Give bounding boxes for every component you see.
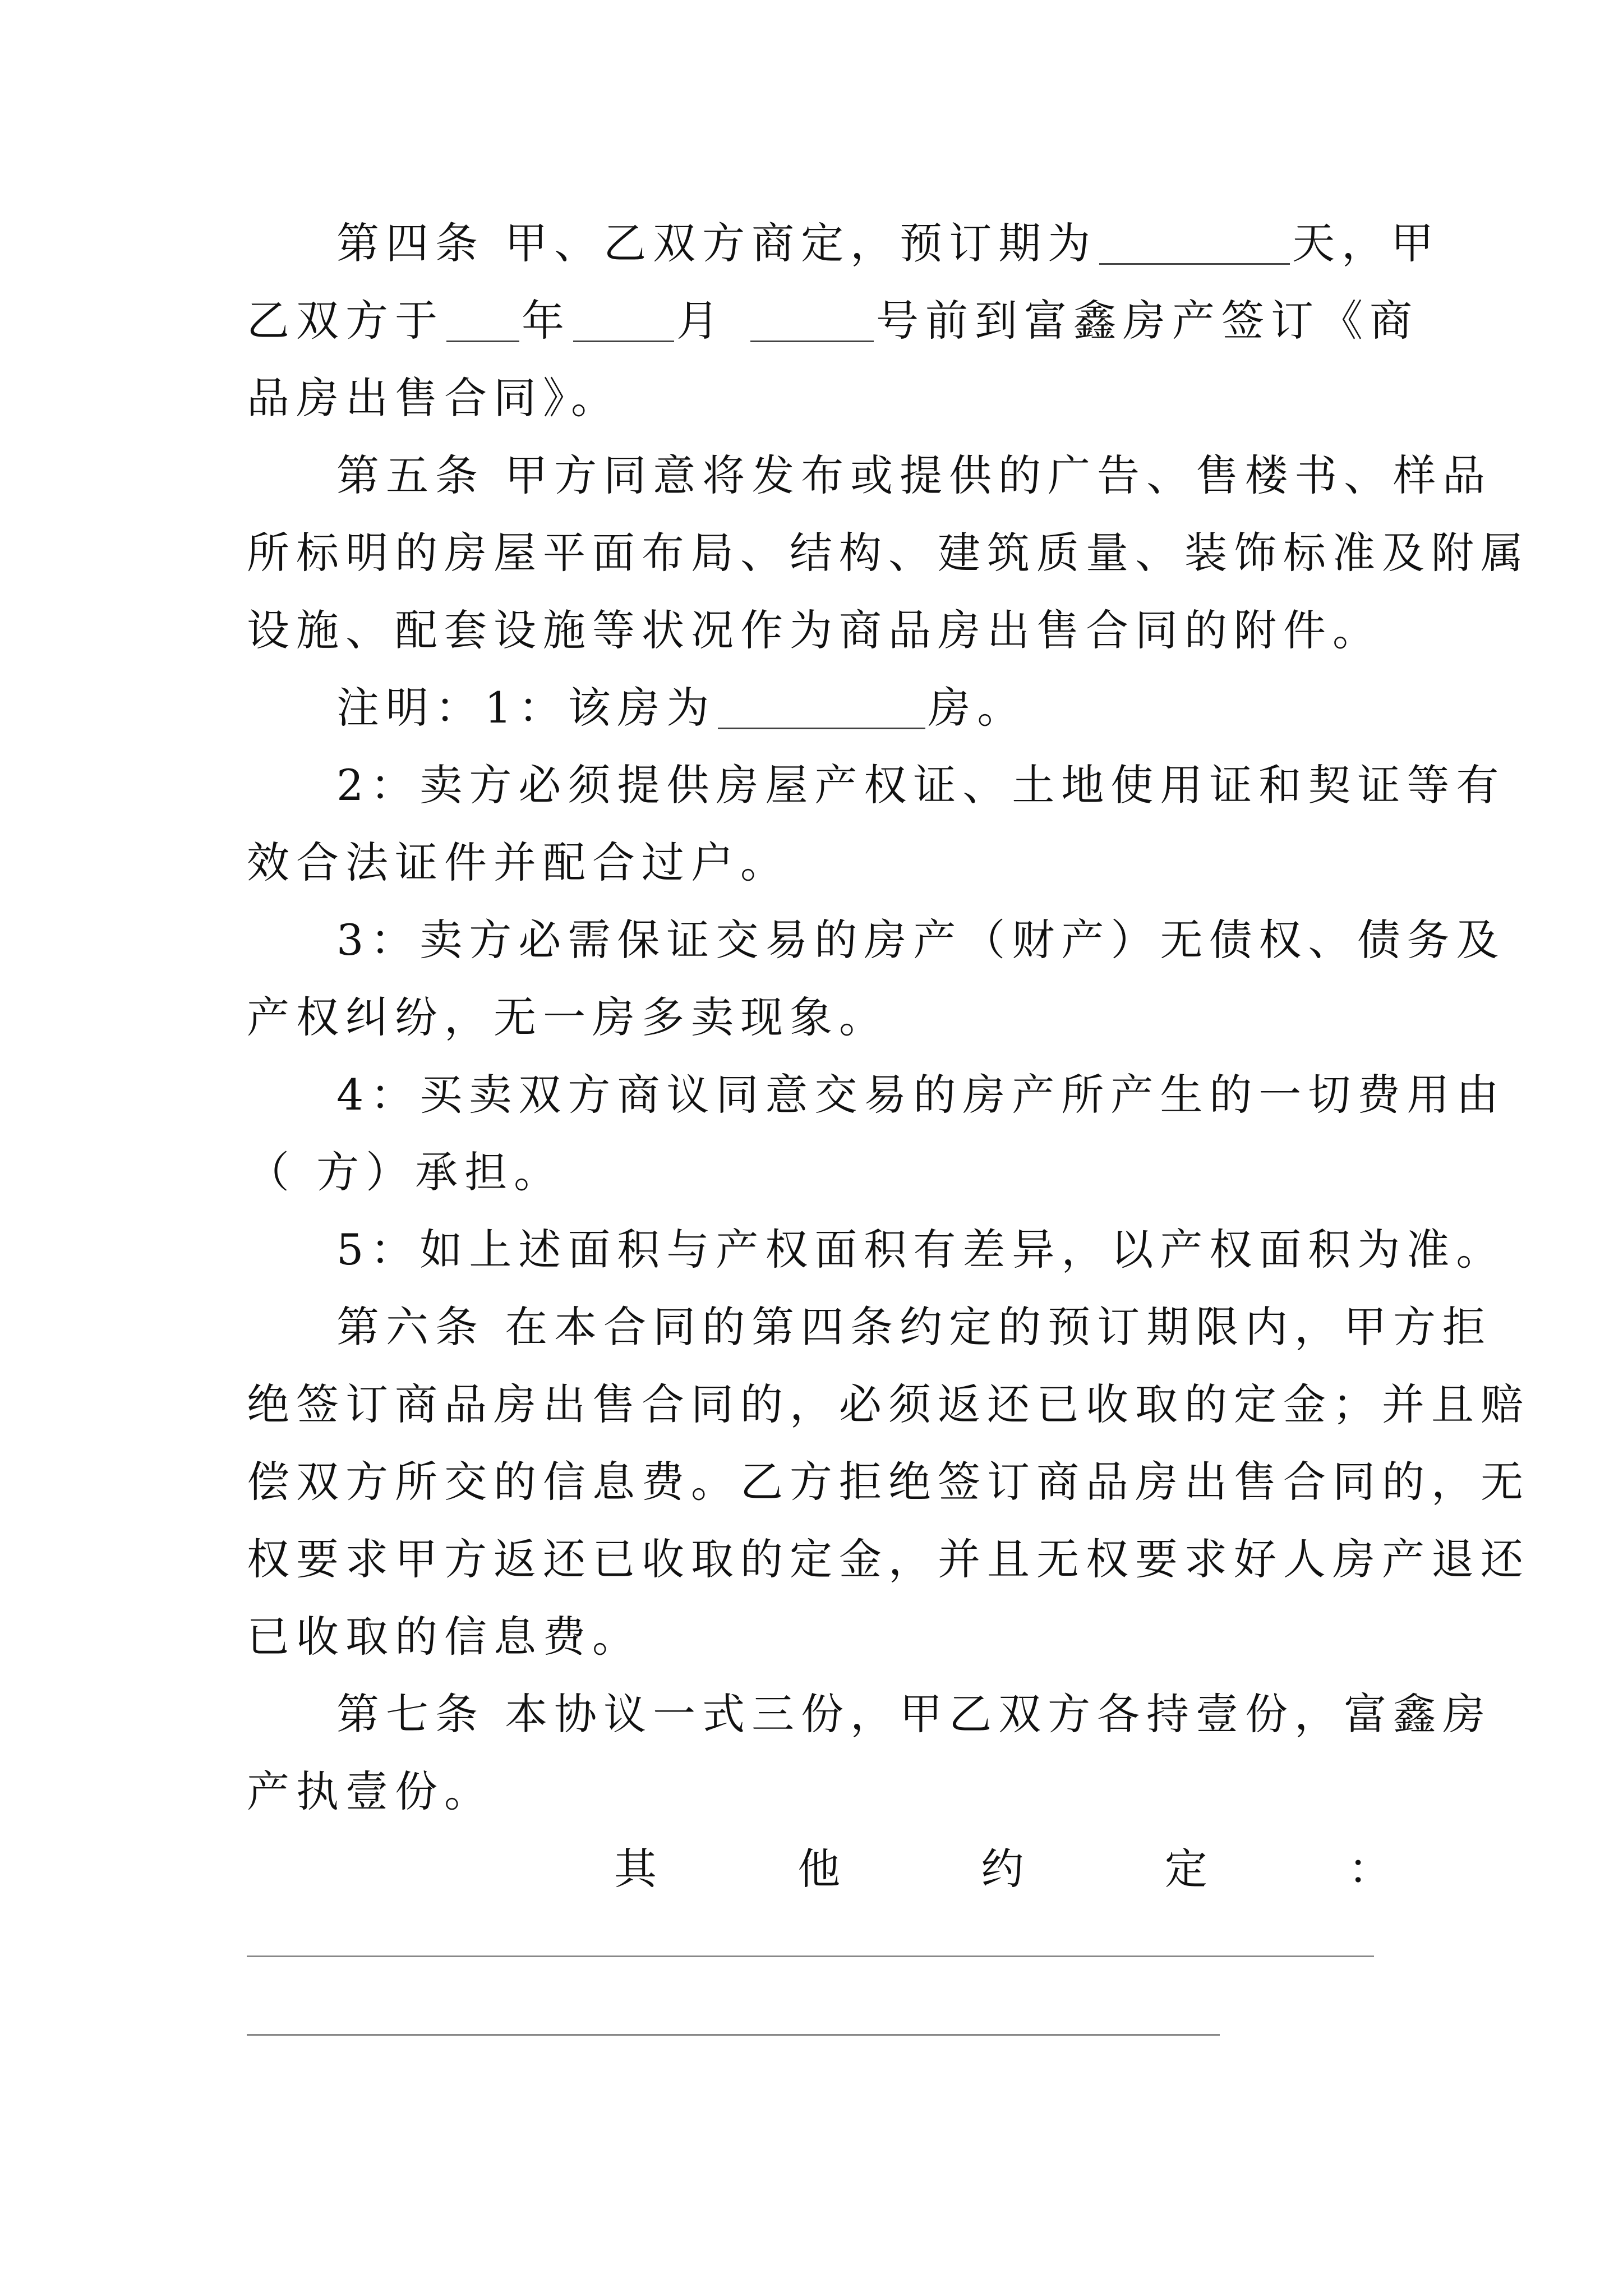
article-4-line-3 — [247, 373, 1391, 423]
article-4-text: 第四条 甲、乙双方商定，预订期为 — [336, 218, 1098, 268]
note-4-line-1: 4：买卖双方商议同意交易的房产所产生的一切费用由 — [336, 1070, 1506, 1120]
article-6-line-2: 绝签订商品房出售合同的，必须返还已收取的定金；并且赔 — [247, 1379, 1530, 1429]
article-4-text: 月 — [676, 296, 726, 346]
note-1 — [336, 683, 1391, 733]
article-4-line-1 — [336, 218, 1441, 268]
note-3-line-1: 3：卖方必需保证交易的房产（财产）无债权、债务及 — [336, 915, 1506, 965]
heading-char: ： — [1348, 1844, 1391, 1894]
article-6-line-3: 偿双方所交的信息费。乙方拒绝签订商品房出售合同的，无 — [247, 1457, 1530, 1507]
heading-char: 他 — [797, 1844, 841, 1894]
article-4-text: 天，甲 — [1292, 218, 1441, 268]
note-1-text: 注明：1：该房为 — [336, 683, 716, 733]
other-agreements-blank-line-2 — [247, 2034, 1220, 2036]
article-6-line-1: 第六条 在本合同的第四条约定的预订期限内，甲方拒 — [336, 1302, 1492, 1352]
note-1-text: 房。 — [928, 683, 1027, 733]
heading-char: 定 — [1164, 1844, 1207, 1894]
note-3-line-2: 产权纠纷，无一房多卖现象。 — [247, 992, 888, 1042]
note-5: 5：如上述面积与产权面积有差异，以产权面积为准。 — [336, 1225, 1506, 1274]
day-blank — [750, 303, 874, 342]
article-4-text: 年 — [522, 296, 571, 346]
month-blank — [573, 303, 674, 342]
article-6-line-4: 权要求甲方返还已收取的定金，并且无权要求好人房产退还 — [247, 1534, 1530, 1584]
note-4-line-2: （ 方）承担。 — [247, 1147, 564, 1197]
heading-char: 其 — [614, 1844, 657, 1894]
article-6-line-5: 已收取的信息费。 — [247, 1612, 642, 1662]
article-4-text: 品房出售合同》。 — [247, 373, 620, 423]
article-5-line-2: 所标明的房屋平面布局、结构、建筑质量、装饰标准及附属 — [247, 528, 1530, 578]
heading-char: 约 — [981, 1844, 1024, 1894]
article-5-line-1: 第五条 甲方同意将发布或提供的广告、售楼书、样品 — [336, 450, 1492, 500]
article-4-line-2 — [247, 296, 1419, 346]
article-4-text: 号前到富鑫房产签订《商 — [876, 296, 1419, 346]
note-2-line-2: 效合法证件并配合过户。 — [247, 838, 790, 887]
article-5-line-3: 设施、配套设施等状况作为商品房出售合同的附件。 — [247, 605, 1382, 655]
other-agreements-heading — [614, 1844, 1391, 1894]
article-7-line-2: 产执壹份。 — [247, 1766, 494, 1816]
article-7-line-1: 第七条 本协议一式三份，甲乙双方各持壹份，富鑫房 — [336, 1689, 1492, 1739]
booking-days-blank — [1099, 226, 1290, 265]
house-type-blank — [718, 691, 925, 729]
article-4-text: 乙双方于 — [247, 296, 444, 346]
year-blank — [446, 303, 519, 342]
note-2-line-1: 2：卖方必须提供房屋产权证、土地使用证和契证等有 — [336, 760, 1506, 810]
other-agreements-blank-line-1 — [247, 1955, 1374, 1957]
